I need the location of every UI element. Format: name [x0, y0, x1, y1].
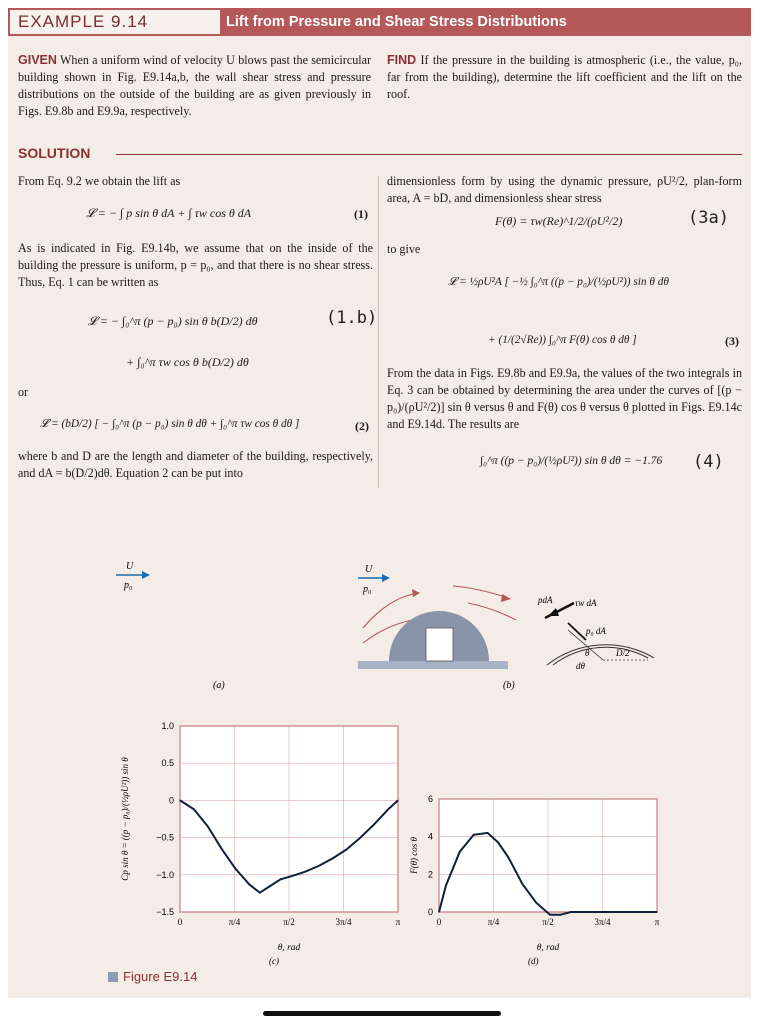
figure-b-p0: p₀: [363, 584, 372, 595]
data-point: [570, 911, 571, 912]
example-header: [8, 8, 751, 36]
solution-rule: [116, 154, 742, 155]
figure-b: [358, 564, 654, 691]
x-tick-label: π/4: [487, 917, 500, 927]
given-label: GIVEN: [18, 53, 57, 67]
data-point: [235, 868, 236, 869]
to-give-text: to give: [387, 242, 421, 256]
data-point: [612, 911, 613, 912]
streamline-arrowhead-1: [412, 589, 420, 597]
data-point: [374, 824, 375, 825]
solution-p1: From Eq. 9.2 we obtain the lift as: [18, 174, 181, 188]
y-tick-label: −1.0: [156, 869, 174, 880]
data-point: [207, 826, 208, 827]
x-tick-label: 3π/4: [335, 917, 352, 927]
given-block: [18, 52, 371, 120]
equation-3a: F(θ) = τw(Re)^1/2/(ρU²/2): [495, 214, 623, 228]
equation-4: ∫₀^π ((p − p₀)/(½ρU²)) sin θ dθ = −1.76: [480, 455, 663, 467]
wind-arrowhead-b: [382, 574, 390, 582]
label-D2: D/2: [616, 648, 630, 658]
building-figures: [8, 548, 751, 698]
y-tick-label: −0.5: [156, 832, 174, 843]
example-title: Lift from Pressure and Shear Stress Distributions: [226, 14, 567, 30]
equation-1b-line2: + ∫₀^π τw cos θ b(D/2) dθ: [126, 355, 249, 369]
data-point: [318, 865, 319, 866]
data-point: [290, 876, 291, 877]
figure-a-U: U: [126, 561, 134, 572]
data-point: [193, 809, 194, 810]
x-tick-label: π: [654, 917, 660, 927]
data-point: [459, 851, 460, 852]
data-point: [591, 911, 592, 912]
label-p0-dA: p₀ dA: [586, 626, 606, 636]
data-point: [360, 837, 361, 838]
example-label: EXAMPLE 9.14: [10, 10, 220, 34]
y-axis-label: Cp sin θ = ((p − p₀)/(½ρU²)) sin θ: [120, 757, 130, 881]
solution-p5: From the data in Figs. E9.8b and E9.9a, the values of the two integrals in Eq. 3 can be obtained by determining the area under the curves of [(p − p₀)/(ρU²/2)] sin θ versus θ and F(θ) cos θ versus θ plotted in Figs. E9.14c and E9.14d. The results are: [387, 366, 742, 431]
data-point: [346, 849, 347, 850]
equation-2-number: (2): [355, 419, 369, 433]
solution-p4: dimensionless form by using the dynamic pressure, ρU²/2, plan-form area, A = bD, and dimensionless shear stress: [387, 174, 742, 205]
equation-2: 𝓛 = (bD/2) [ − ∫₀^π (p − p₀) sin θ dθ + ∫₀^π τw cos θ dθ ]: [40, 418, 300, 430]
y-tick-label: 4: [427, 831, 433, 842]
find-label: FIND: [387, 53, 417, 67]
data-point: [473, 834, 474, 835]
x-axis-label: θ, rad: [536, 943, 560, 953]
data-point: [249, 884, 250, 885]
y-tick-label: 2: [427, 869, 433, 880]
home-indicator: [263, 1011, 501, 1016]
panel-label: (d): [528, 956, 539, 966]
y-tick-label: 1.0: [161, 721, 174, 731]
example-page: [8, 8, 751, 998]
y-tick-label: 0: [168, 795, 174, 806]
label-dtheta: dθ: [576, 661, 585, 671]
figure-a-label: (a): [213, 680, 225, 691]
x-tick-label: π/2: [283, 917, 295, 927]
find-text: If the pressure in the building is atmospheric (i.e., the value, p₀, far from the building), determine the lift coefficient and the lift on the roof.: [387, 53, 742, 101]
data-point: [560, 914, 561, 915]
data-point: [304, 871, 305, 872]
figure-b-U: U: [365, 564, 373, 575]
column-divider: [378, 176, 379, 488]
equation-1-number: (1): [354, 207, 368, 221]
caption-marker: [108, 972, 118, 982]
x-tick-label: 0: [436, 917, 442, 927]
data-point: [388, 809, 389, 810]
y-tick-label: 0.5: [161, 758, 174, 769]
building-door: [426, 628, 453, 661]
chart-d: [403, 708, 663, 968]
ground: [358, 661, 508, 669]
equation-3-line2: + (1/(2√Re)) ∫₀^π F(θ) cos θ dθ ]: [488, 334, 637, 346]
y-tick-label: 6: [427, 794, 433, 804]
chart-c: [108, 708, 401, 968]
y-tick-label: −1.5: [156, 907, 174, 917]
data-point: [508, 857, 509, 858]
label-tau-dA: τw dA: [575, 598, 597, 608]
handwritten-note-3a: (3a): [688, 208, 729, 228]
data-point: [221, 848, 222, 849]
handwritten-note-1b: (1.b): [326, 308, 378, 328]
data-point: [270, 885, 271, 886]
handwritten-note-4: (4): [693, 452, 724, 472]
equation-3-line1: 𝓛 = ½ρU²A [ −½ ∫₀^π ((p − p₀)/(½ρU²)) sin θ dθ: [448, 276, 669, 288]
panel-label: (c): [269, 956, 279, 966]
label-pdA: pdA: [538, 595, 553, 605]
solution-p3: where b and D are the length and diameter of the building, respectively, and dA = b(D/2)dθ. Equation 2 can be put into: [18, 449, 373, 480]
x-tick-label: 0: [177, 917, 183, 927]
x-tick-label: 3π/4: [594, 917, 611, 927]
data-point: [259, 892, 260, 893]
solution-p2: As is indicated in Fig. E9.14b, we assume that on the inside of the building the pressure is uniform, p = p₀, and that there is no shear stress. Thus, Eq. 1 can be written as: [18, 241, 373, 289]
y-axis-label: F(θ) cos θ: [409, 837, 419, 874]
find-block: [387, 52, 742, 103]
data-point: [397, 800, 398, 801]
figure-a: [116, 561, 225, 691]
solution-heading: SOLUTION: [18, 145, 91, 161]
figure-b-label: (b): [503, 680, 515, 691]
figure-caption: Figure E9.14: [108, 969, 197, 984]
x-tick-label: π: [395, 917, 401, 927]
equation-3-number: (3): [725, 334, 739, 348]
y-tick-label: 0: [427, 907, 433, 917]
data-point: [522, 883, 523, 884]
given-text: When a uniform wind of velocity U blows past the semicircular building shown in Fig. E9.14a,b, the wall shear stress and pressure distributions on the outside of the building are as given previously in Figs. E9.8b and E9.9a, respectively.: [18, 53, 371, 118]
streamline-arrowhead-2: [501, 594, 511, 602]
streamline-4: [468, 603, 516, 620]
x-tick-label: π/2: [542, 917, 554, 927]
or-text: or: [18, 385, 29, 399]
label-theta: θ: [585, 648, 590, 658]
data-point: [656, 911, 657, 912]
x-axis-label: θ, rad: [277, 943, 301, 953]
data-point: [438, 911, 439, 912]
data-point: [536, 902, 537, 903]
data-point: [633, 911, 634, 912]
equation-1b-line1: 𝓛 = − ∫₀^π (p − p₀) sin θ b(D/2) dθ: [88, 314, 258, 328]
data-point: [497, 842, 498, 843]
data-point: [332, 858, 333, 859]
data-point: [549, 914, 550, 915]
x-tick-label: π/4: [228, 917, 241, 927]
figure-a-p0: p₀: [124, 580, 133, 591]
data-point: [487, 832, 488, 833]
data-point: [179, 800, 180, 801]
data-point: [445, 885, 446, 886]
roof-arc-inner: [553, 647, 648, 665]
streamline-3: [453, 586, 508, 598]
data-point: [280, 879, 281, 880]
equation-1: 𝓛 = − ∫ p sin θ dA + ∫ τw cos θ dA: [86, 206, 252, 220]
pressure-arrowhead: [548, 608, 559, 616]
wind-arrowhead-a: [142, 571, 150, 579]
